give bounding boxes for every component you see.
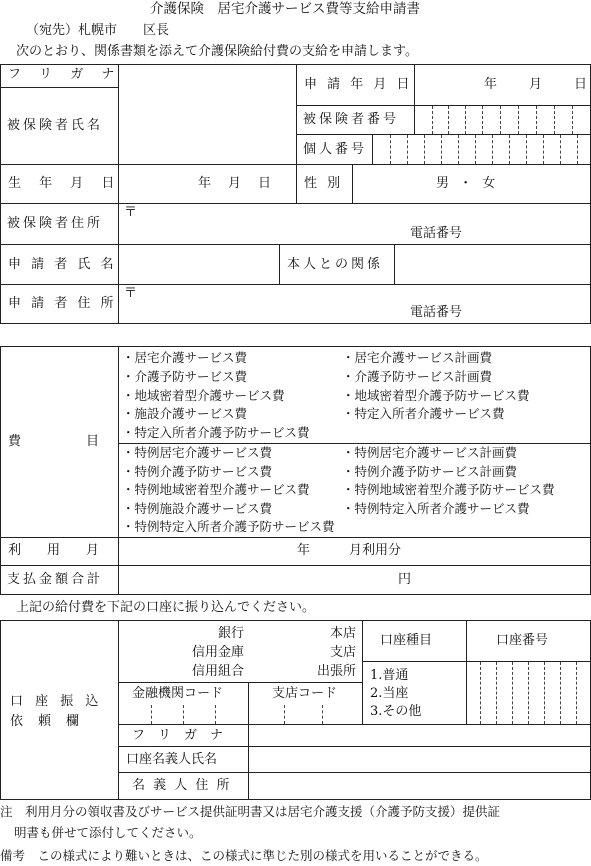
footer-note-line2: 明書も併せて添付してください。 bbox=[14, 825, 202, 840]
expense-item: ・特例介護予防サービス費 bbox=[122, 463, 273, 479]
expense-item: ・居宅介護サービス費 bbox=[122, 350, 248, 365]
expense-item: ・介護予防サービス費 bbox=[122, 368, 248, 384]
expense-label: 費 目 bbox=[8, 434, 100, 449]
expense-items-left-b bbox=[122, 444, 335, 537]
expense-item: ・特例居宅介護サービス費 bbox=[122, 445, 273, 460]
insured-address-label: 被保険者住所 bbox=[7, 216, 104, 231]
branch-type: 出張所 bbox=[316, 664, 356, 679]
holder-furigana-label: フ リ ガ ナ bbox=[132, 728, 224, 743]
bank-code-label: 金融機関コード bbox=[132, 686, 224, 701]
usage-month-label: 利 用 月 bbox=[8, 543, 100, 558]
postal-mark-2: 〒 bbox=[124, 286, 138, 301]
total-amount-unit: 円 bbox=[398, 572, 412, 587]
account-type-option[interactable]: 3.その他 bbox=[370, 704, 422, 719]
expense-items-right-b bbox=[342, 444, 555, 518]
postal-mark: 〒 bbox=[124, 205, 138, 220]
form-title: 介護保険 居宅介護サービス費等支給申請書 bbox=[150, 1, 420, 17]
expense-item: ・特例介護予防サービス計画費 bbox=[342, 463, 518, 479]
account-type-options bbox=[370, 667, 421, 721]
branch-code-label: 支店コード bbox=[272, 686, 338, 701]
account-number-label: 口座番号 bbox=[496, 633, 549, 648]
transfer-note: 上記の給付費を下記の口座に振り込んでください。 bbox=[16, 600, 316, 615]
bank-type: 銀行 bbox=[217, 626, 244, 641]
phone-label-2: 電話番号 bbox=[410, 305, 463, 320]
usage-month-value: 年 月利用分 bbox=[297, 543, 402, 558]
expense-item: ・介護予防サービス計画費 bbox=[342, 368, 493, 384]
expense-item: ・居宅介護サービス計画費 bbox=[342, 350, 493, 365]
insured-number-label: 被保険者番号 bbox=[303, 112, 400, 127]
account-type-label: 口座種目 bbox=[380, 633, 433, 648]
birth-date-label: 生 年 月 日 bbox=[8, 176, 122, 191]
application-date-label: 申 請 年 月 日 bbox=[304, 77, 413, 92]
birth-date-value: 年 月 日 bbox=[198, 176, 274, 191]
expense-item: ・地域密着型介護予防サービス費 bbox=[342, 387, 530, 403]
expense-item: ・特例特定入所者介護サービス費 bbox=[342, 500, 530, 516]
expense-item: ・特例地域密着型介護予防サービス費 bbox=[342, 482, 555, 498]
phone-label: 電話番号 bbox=[410, 226, 463, 241]
branch-type-list bbox=[300, 624, 356, 681]
total-amount-label: 支払金額合計 bbox=[7, 572, 104, 587]
footer-remark: 備考 この様式により難いときは、この様式に準じた別の様式を用いることができる。 bbox=[0, 848, 488, 863]
relation-label: 本人との関係 bbox=[287, 257, 384, 272]
bank-section-label-1: 口 座 振 込 bbox=[10, 694, 103, 709]
bank-type: 信用金庫 bbox=[191, 645, 244, 660]
personal-number-label: 個人番号 bbox=[303, 142, 368, 157]
expense-item: ・地域密着型介護サービス費 bbox=[122, 387, 285, 403]
applicant-name-label: 申 請 者 氏 名 bbox=[8, 257, 117, 272]
bank-section-label-2: 依 頼 欄 bbox=[10, 714, 81, 729]
expense-items-right-a bbox=[342, 349, 530, 424]
furigana-label: フ リ ガ ナ bbox=[8, 67, 122, 82]
expense-item: ・特例特定入所者介護予防サービス費 bbox=[122, 519, 335, 535]
footer-note-line1: 注 利用月分の領収書及びサービス提供証明書又は居宅介護支援（介護予防支援）提供証 bbox=[0, 804, 501, 819]
insured-name-label: 被保険者氏名 bbox=[7, 118, 104, 133]
sex-label: 性 別 bbox=[304, 176, 344, 191]
expense-items-left-a bbox=[122, 349, 310, 443]
expense-item: ・特例居宅介護サービス計画費 bbox=[342, 445, 518, 460]
account-type-option[interactable]: 1.普通 bbox=[370, 668, 409, 683]
intro-text: 次のとおり、関係書類を添えて介護保険給付費の支給を申請します。 bbox=[16, 44, 418, 59]
bank-type: 信用組合 bbox=[191, 664, 244, 679]
expense-item: ・特定入所者介護予防サービス費 bbox=[122, 425, 310, 441]
bank-type-list bbox=[172, 624, 244, 681]
sex-value: 男 ・ 女 bbox=[436, 176, 499, 191]
holder-name-label: 口座名義人氏名 bbox=[126, 752, 218, 767]
holder-address-label: 名 義 人 住 所 bbox=[132, 778, 232, 793]
applicant-address-label: 申 請 者 住 所 bbox=[8, 296, 117, 311]
expense-item: ・施設介護サービス費 bbox=[122, 406, 248, 422]
application-date-value: 年 月 日 bbox=[484, 77, 590, 92]
addressee: （宛先）札幌市 区長 bbox=[26, 23, 170, 38]
branch-type: 本店 bbox=[329, 626, 356, 641]
expense-item: ・特例地域密着型介護サービス費 bbox=[122, 482, 310, 498]
expense-item: ・特例施設介護サービス費 bbox=[122, 500, 273, 516]
expense-item: ・特定入所者介護サービス費 bbox=[342, 406, 505, 422]
account-type-option[interactable]: 2.当座 bbox=[370, 686, 409, 701]
branch-type: 支店 bbox=[329, 645, 356, 660]
